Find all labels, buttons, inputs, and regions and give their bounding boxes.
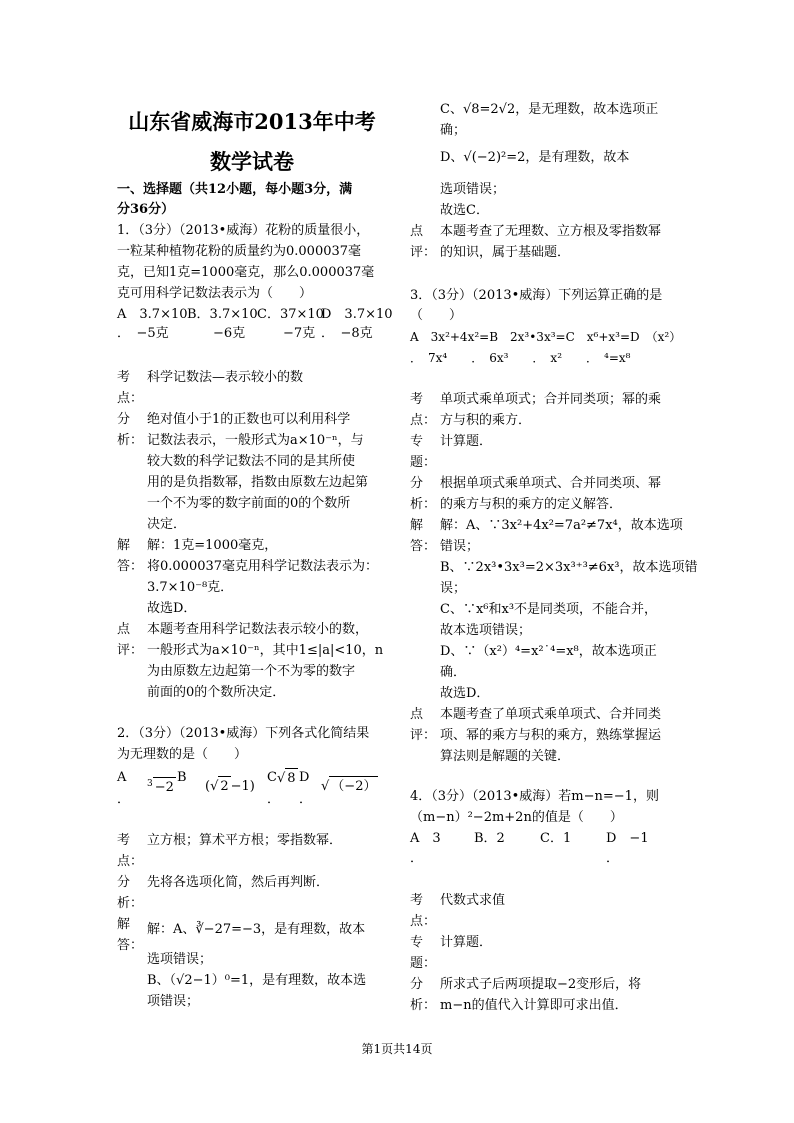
q3-options-row1: A 3x²+4x²=B 2x³•3x³=C x⁶+x³=D （x²） <box>410 330 682 344</box>
q2-option-dot-a: ． <box>117 792 131 807</box>
q1-option-a: A 3.7×10 <box>117 307 188 322</box>
q4-kd-label-1: 考 <box>410 893 424 908</box>
q4-kd: 代数式求值 <box>440 893 506 908</box>
q3-dp-label-1: 点 <box>410 707 424 722</box>
q2-stem-1: 2．（3分）（2013•威海）下列各式化简结果 <box>117 726 370 741</box>
q2-kd: 立方根；算术平方根；零指数幂． <box>147 833 343 848</box>
q2-fx-label-1: 分 <box>117 875 131 890</box>
q2-stem-2: 为无理数的是（ ） <box>117 747 248 762</box>
q2-cont-3: D、√(−2)²=2，是有理数，故本 <box>440 150 630 165</box>
q1-kd-label-2: 点： <box>117 391 144 406</box>
q3-jd-9: 故选D． <box>440 686 490 701</box>
q2-jd-4: 项错误； <box>147 994 200 1009</box>
q4-zt-label-1: 专 <box>410 935 424 950</box>
q3-jd-4: 误； <box>440 581 467 596</box>
q3-jd-2: 错误； <box>440 539 480 554</box>
q1-fx-label-2: 析： <box>117 433 144 448</box>
q2-cont-2: 确； <box>440 123 467 138</box>
q3-jd-5: C、∵x⁶和x³不是同类项，不能合并， <box>440 602 658 617</box>
q3-fx-1: 根据单项式乘单项式、合并同类项、幂 <box>440 476 662 491</box>
q1-dp-2: 一般形式为a×10⁻ⁿ，其中1≤|a|<10，n <box>147 643 384 658</box>
q4-fx-2: m−n的值代入计算即可求出值． <box>440 998 628 1013</box>
q1-jd-4: 故选D． <box>147 601 197 616</box>
q2-option-b: (√ 2 −1) <box>205 776 255 797</box>
q1-stem-2: 一粒某种植物花粉的质量约为0.000037毫 <box>117 244 362 259</box>
q3-zt-label-2: 题： <box>410 455 437 470</box>
q2-dp-label-1: 点 <box>410 224 424 239</box>
q3-zt-label-1: 专 <box>410 434 424 449</box>
q3-jd-3: B、∵2x³•3x³=2×3x³⁺³≠6x³，故本选项错 <box>440 560 698 575</box>
q2-option-d: √ （−2） <box>321 776 378 797</box>
q2-jd-3: B、（√2−1）⁰=1，是有理数，故本选 <box>147 973 367 988</box>
q1-dp-4: 前面的0的个数所决定． <box>147 685 286 700</box>
q1-option-c-unit: −7克 <box>257 326 316 341</box>
q4-option-dot-d: ． <box>606 851 620 866</box>
page-footer: 第1页共14页 <box>361 1042 433 1056</box>
q1-option-b: B．3.7×10 <box>187 307 258 322</box>
q3-fx-label-1: 分 <box>410 476 424 491</box>
q4-zt-label-2: 题： <box>410 956 437 971</box>
q1-option-b-unit: −6克 <box>187 326 246 341</box>
q3-jd-6: 故本选项错误； <box>440 623 532 638</box>
section-heading: 一、选择题（共12小题，每小题3分，满 <box>117 182 353 197</box>
q2-option-a-radicand: −2 <box>153 777 176 798</box>
q1-kd: 科学记数法—表示较小的数 <box>147 370 304 385</box>
q4-fx-label-2: 析： <box>410 998 437 1013</box>
q1-fx-2: 记数法表示，一般形式为a×10⁻ⁿ，与 <box>147 433 364 448</box>
q3-dp-3: 算法则是解题的关键． <box>440 749 571 764</box>
q3-fx-2: 的乘方与积的乘方的定义解答． <box>440 497 623 512</box>
q3-fx-label-2: 析： <box>410 497 437 512</box>
q1-dp-3: 为由原数左边起第一个不为零的数字 <box>147 664 356 679</box>
q2-fx-label-2: 析： <box>117 896 144 911</box>
q4-fx-1: 所求式子后两项提取−2变形后，将 <box>440 977 642 992</box>
q1-option-c: C．37×10 <box>257 307 324 322</box>
q1-stem-1: 1．（3分）（2013•威海）花粉的质量很小， <box>117 223 370 238</box>
q1-fx-1: 绝对值小于1的正数也可以利用科学 <box>147 412 351 427</box>
q1-jd-2: 将0.000037毫克用科学记数法表示为： <box>147 559 379 574</box>
q2-kd-label-1: 考 <box>117 833 131 848</box>
q4-kd-label-2: 点： <box>410 914 437 929</box>
doc-title-line1: 山东省威海市2013年中考 <box>128 109 376 134</box>
q1-fx-4: 用的是负指数幂，指数由原数左边起第 <box>147 475 369 490</box>
q1-jd-label-2: 答： <box>117 559 144 574</box>
q2-kd-label-2: 点： <box>117 854 144 869</box>
q4-option-d: D −1 <box>606 831 649 846</box>
q3-stem-1: 3．（3分）（2013•威海）下列运算正确的是 <box>410 288 663 303</box>
q3-jd-label-2: 答： <box>410 539 437 554</box>
q2-cont-4: 选项错误； <box>440 182 506 197</box>
q1-fx-6: 决定． <box>147 517 187 532</box>
q2-dp-label-2: 评： <box>410 245 437 260</box>
q1-dp-label-2: 评： <box>117 643 144 658</box>
q1-fx-5: 一个不为零的数字前面的0的个数所 <box>147 496 351 511</box>
q4-option-c: C．1 <box>540 831 572 846</box>
doc-title-line2: 数学试卷 <box>210 149 294 174</box>
q4-stem-2: （m−n）²−2m+2n的值是（ ） <box>410 810 623 825</box>
q3-dp-1: 本题考查了单项式乘单项式、合并同类 <box>440 707 662 722</box>
q2-option-c: √ 8 <box>277 768 298 789</box>
q3-options-row2: ． 7x⁴ ． 6x³ ． x² ． ⁴=x⁸ <box>410 351 631 365</box>
q1-stem-3: 克，已知1克=1000毫克，那么0.000037毫 <box>117 265 375 280</box>
q3-jd-label-1: 解 <box>410 518 424 533</box>
q4-zt: 计算题． <box>440 935 493 950</box>
q2-fx: 先将各选项化简，然后再判断． <box>147 875 330 890</box>
q2-cont-5: 故选C． <box>440 203 489 218</box>
q2-option-dot-c: ． <box>267 792 281 807</box>
q3-kd-2: 方与积的乘方． <box>440 413 532 428</box>
q4-stem-1: 4．（3分）（2013•威海）若m−n=−1，则 <box>410 789 659 804</box>
q1-option-d-unit: ． −8克 <box>321 326 373 341</box>
q3-dp-2: 项、幂的乘方与积的乘方，熟练掌握运 <box>440 728 662 743</box>
q1-kd-label-1: 考 <box>117 370 131 385</box>
q2-jd-2: 选项错误； <box>147 952 213 967</box>
q3-jd-1: 解：A、∵3x²+4x²=7a²≠7x⁴，故本选项 <box>440 518 683 533</box>
q2-option-d-label: D <box>299 770 310 785</box>
q1-option-d: D 3.7×10 <box>321 307 393 322</box>
q2-option-a: $^3$ −2 <box>147 774 176 798</box>
q1-stem-4: 克可用科学记数法表示为（ ） <box>117 286 313 301</box>
q3-kd-1: 单项式乘单项式；合并同类项；幂的乘 <box>440 392 662 407</box>
q2-cont-1: C、√8=2√2，是无理数，故本选项正 <box>440 102 659 117</box>
q1-jd-3: 3.7×10⁻⁸克． <box>147 580 234 595</box>
q2-dp-2: 的知识，属于基础题． <box>440 245 571 260</box>
q1-dp-label-1: 点 <box>117 622 131 637</box>
q3-kd-label-2: 点： <box>410 413 437 428</box>
q4-fx-label-1: 分 <box>410 977 424 992</box>
q4-option-dot-a: ． <box>410 851 424 866</box>
q2-jd-label-1: 解 <box>117 917 131 932</box>
q1-option-a-unit: ． −5克 <box>117 326 169 341</box>
q2-option-a-label: A <box>117 770 127 785</box>
q3-stem-2: （ ） <box>410 308 463 323</box>
q2-option-dot-d: ． <box>299 792 313 807</box>
q2-jd-label-2: 答： <box>117 938 144 953</box>
q1-fx-3: 较大数的科学记数法不同的是其所使 <box>147 454 356 469</box>
q3-jd-7: D、∵（x²）⁴=x²˙⁴=x⁸，故本选项正 <box>440 644 657 659</box>
q3-jd-8: 确． <box>440 665 467 680</box>
q1-dp-1: 本题考查用科学记数法表示较小的数， <box>147 622 369 637</box>
q2-option-c-label: C <box>267 770 277 785</box>
q3-zt: 计算题． <box>440 434 493 449</box>
q4-option-a: A 3 <box>410 831 441 846</box>
section-heading-2: 分36分） <box>117 202 175 217</box>
q2-option-b-label: B <box>177 770 187 785</box>
q1-fx-label-1: 分 <box>117 412 131 427</box>
q3-kd-label-1: 考 <box>410 392 424 407</box>
q2-dp-1: 本题考查了无理数、立方根及零指数幂 <box>440 224 662 239</box>
q4-option-b: B．2 <box>474 831 505 846</box>
q3-dp-label-2: 评： <box>410 728 437 743</box>
q2-jd-1: 解：A、∛−27=−3，是有理数，故本 <box>147 922 366 937</box>
q1-jd-label-1: 解 <box>117 538 131 553</box>
q2-option-d-radicand: （−2） <box>329 776 378 797</box>
q1-jd-1: 解：1克=1000毫克， <box>147 538 278 553</box>
